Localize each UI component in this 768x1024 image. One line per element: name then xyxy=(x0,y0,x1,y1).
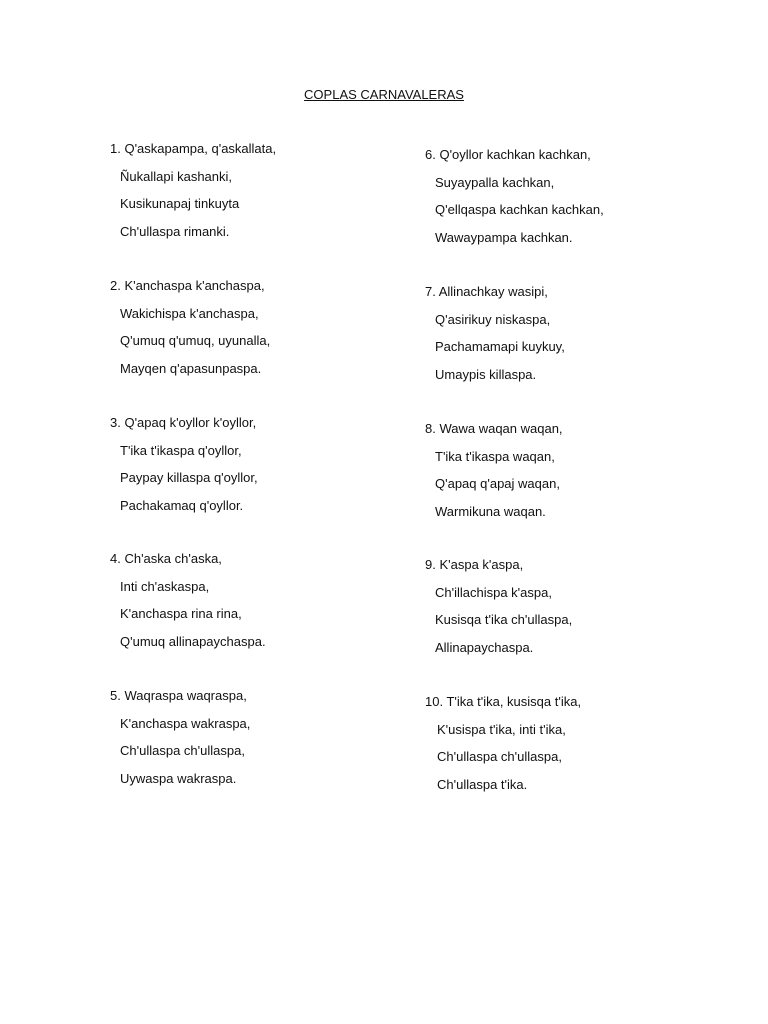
stanza-line: 5. Waqraspa waqraspa, xyxy=(110,688,247,703)
stanza-line: 4. Ch'aska ch'aska, xyxy=(110,551,222,566)
stanza-line: Pachamamapi kuykuy, xyxy=(435,339,565,354)
stanza-line: Ch'ullaspa ch'ullaspa, xyxy=(437,749,562,764)
stanza-line: Warmikuna waqan. xyxy=(435,503,546,519)
stanza-line: 6. Q'oyllor kachkan kachkan, xyxy=(425,147,591,162)
stanza-line: Allinapaychaspa. xyxy=(435,639,534,655)
stanza-line: Wawaypampa kachkan. xyxy=(435,229,573,245)
stanza-6 xyxy=(425,147,604,257)
stanza-line: 1. Q'askapampa, q'askallata, xyxy=(110,141,277,156)
stanza-line: Q'umuq q'umuq, uyunalla, xyxy=(120,333,271,348)
stanza-line: 3. Q'apaq k'oyllor k'oyllor, xyxy=(110,415,257,430)
stanza-line: Umaypis killaspa. xyxy=(435,366,537,382)
stanza-4 xyxy=(110,551,266,661)
stanza-3 xyxy=(110,415,258,525)
stanza-line: T'ika t'ikaspa q'oyllor, xyxy=(120,442,242,458)
stanza-line: Q'asirikuy niskaspa, xyxy=(435,311,551,327)
stanza-5 xyxy=(110,688,250,798)
stanza-line: Q'umuq allinapaychaspa. xyxy=(120,633,266,649)
stanza-line: Pachakamaq q'oyllor. xyxy=(120,497,244,513)
stanza-line: Ñukallapi kashanki, xyxy=(120,168,233,184)
document-title: COPLAS CARNAVALERAS xyxy=(304,87,464,102)
stanza-10 xyxy=(425,694,581,804)
stanza-line: 7. Allinachkay wasipi, xyxy=(425,284,548,299)
stanza-line: Kusikunapaj tinkuyta xyxy=(120,196,240,211)
stanza-line: K'anchaspa wakraspa, xyxy=(120,715,251,731)
stanza-line: Q'apaq q'apaj waqan, xyxy=(435,476,560,491)
stanza-line: Ch'illachispa k'aspa, xyxy=(435,584,552,600)
stanza-2 xyxy=(110,278,270,388)
stanza-line: Suyaypalla kachkan, xyxy=(435,174,555,190)
stanza-line: Wakichispa k'anchaspa, xyxy=(120,305,259,321)
stanza-line: Uywaspa wakraspa. xyxy=(120,770,237,786)
stanza-line: T'ika t'ikaspa waqan, xyxy=(435,448,555,464)
stanza-1 xyxy=(110,141,276,251)
stanza-line: Ch'ullaspa t'ika. xyxy=(437,776,528,792)
stanza-line: 9. K'aspa k'aspa, xyxy=(425,557,524,572)
stanza-line: 8. Wawa waqan waqan, xyxy=(425,421,563,436)
stanza-line: Ch'ullaspa ch'ullaspa, xyxy=(120,743,245,758)
stanza-line: 2. K'anchaspa k'anchaspa, xyxy=(110,278,265,293)
stanza-line: Q'ellqaspa kachkan kachkan, xyxy=(435,202,604,217)
stanza-9 xyxy=(425,557,572,667)
stanza-line: Paypay killaspa q'oyllor, xyxy=(120,470,258,485)
stanza-line: Kusisqa t'ika ch'ullaspa, xyxy=(435,612,573,627)
stanza-7 xyxy=(425,284,565,394)
stanza-line: Ch'ullaspa rimanki. xyxy=(120,223,230,239)
stanza-line: Mayqen q'apasunpaspa. xyxy=(120,360,262,376)
stanza-8 xyxy=(425,421,563,531)
stanza-line: 10. T'ika t'ika, kusisqa t'ika, xyxy=(425,694,582,709)
stanza-line: K'anchaspa rina rina, xyxy=(120,606,242,621)
stanza-line: Inti ch'askaspa, xyxy=(120,578,210,594)
stanza-line: K'usispa t'ika, inti t'ika, xyxy=(437,721,566,737)
